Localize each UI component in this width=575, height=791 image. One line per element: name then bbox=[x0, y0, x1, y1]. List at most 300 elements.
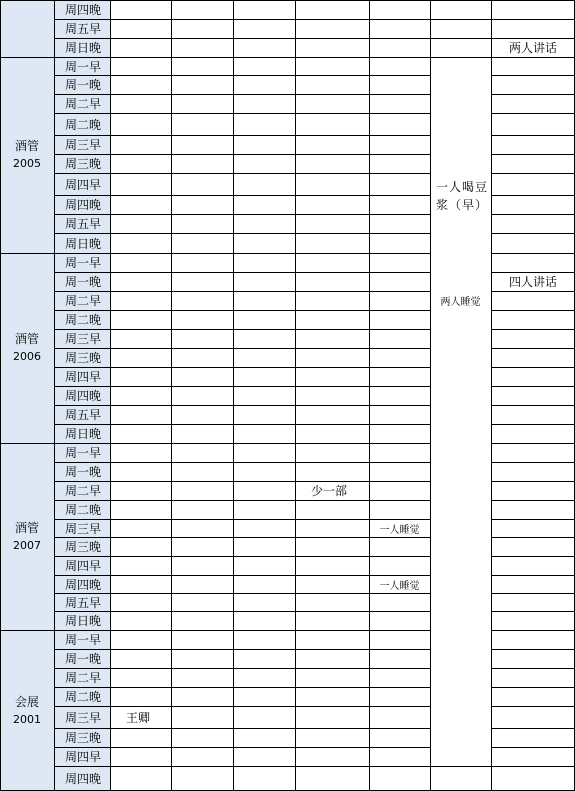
grid-cell[interactable] bbox=[233, 593, 295, 611]
grid-cell[interactable] bbox=[233, 75, 295, 94]
grid-hline bbox=[54, 611, 430, 612]
grid-hline bbox=[54, 113, 430, 114]
grid-hline bbox=[54, 329, 430, 330]
grid-cell[interactable] bbox=[171, 272, 233, 291]
grid-cell[interactable] bbox=[171, 38, 233, 57]
grid-cell[interactable] bbox=[369, 214, 430, 233]
grid-cell[interactable] bbox=[171, 649, 233, 668]
grid-hline bbox=[430, 38, 491, 39]
grid-cell[interactable] bbox=[491, 611, 575, 630]
grid-cell[interactable] bbox=[233, 537, 295, 556]
grid-hline bbox=[491, 649, 575, 650]
grid-cell[interactable] bbox=[369, 462, 430, 481]
grid-hline bbox=[54, 519, 430, 520]
grid-cell[interactable] bbox=[171, 611, 233, 630]
grid-cell[interactable] bbox=[171, 443, 233, 462]
grid-cell[interactable] bbox=[171, 291, 233, 310]
grid-hline bbox=[430, 19, 491, 20]
grid-cell[interactable] bbox=[491, 593, 575, 611]
grid-hline bbox=[491, 537, 575, 538]
grid-cell[interactable] bbox=[295, 57, 369, 75]
grid-cell[interactable] bbox=[295, 310, 369, 329]
grid-cell[interactable] bbox=[233, 38, 295, 57]
cell-note[interactable]: 四人讲话 bbox=[491, 272, 575, 291]
grid-cell[interactable] bbox=[171, 75, 233, 94]
grid-cell[interactable] bbox=[233, 424, 295, 443]
grid-cell[interactable] bbox=[171, 94, 233, 113]
grid-cell[interactable] bbox=[491, 310, 575, 329]
grid-hline bbox=[54, 500, 430, 501]
grid-cell[interactable] bbox=[369, 443, 430, 462]
grid-hline bbox=[54, 291, 430, 292]
grid-cell[interactable] bbox=[110, 649, 171, 668]
grid-cell[interactable] bbox=[491, 57, 575, 75]
grid-cell[interactable] bbox=[369, 668, 430, 687]
grid-cell[interactable] bbox=[295, 462, 369, 481]
grid-cell[interactable] bbox=[171, 195, 233, 214]
grid-cell[interactable] bbox=[171, 405, 233, 424]
cell-note[interactable]: 少一部 bbox=[295, 481, 369, 500]
grid-cell[interactable] bbox=[110, 747, 171, 766]
grid-cell[interactable] bbox=[369, 386, 430, 405]
cell-note[interactable]: 王卿 bbox=[110, 706, 171, 728]
grid-cell[interactable] bbox=[491, 291, 575, 310]
grid-cell[interactable] bbox=[110, 272, 171, 291]
grid-cell[interactable] bbox=[171, 766, 233, 791]
grid-cell[interactable] bbox=[110, 195, 171, 214]
grid-cell[interactable] bbox=[233, 500, 295, 519]
grid-cell[interactable] bbox=[295, 687, 369, 706]
grid-cell[interactable] bbox=[233, 556, 295, 575]
grid-cell[interactable] bbox=[233, 443, 295, 462]
grid-cell[interactable] bbox=[491, 537, 575, 556]
grid-cell[interactable] bbox=[295, 611, 369, 630]
grid-cell[interactable] bbox=[233, 728, 295, 747]
slot-label: 周一晚 bbox=[54, 649, 110, 668]
grid-cell[interactable] bbox=[491, 575, 575, 593]
grid-cell[interactable] bbox=[369, 94, 430, 113]
grid-cell[interactable] bbox=[295, 233, 369, 253]
grid-cell[interactable] bbox=[110, 481, 171, 500]
grid-cell[interactable] bbox=[295, 747, 369, 766]
slot-label: 周四晚 bbox=[54, 0, 110, 19]
grid-cell[interactable] bbox=[233, 135, 295, 154]
grid-cell[interactable] bbox=[369, 405, 430, 424]
grid-cell[interactable] bbox=[491, 94, 575, 113]
grid-cell[interactable] bbox=[295, 593, 369, 611]
grid-cell[interactable] bbox=[295, 113, 369, 135]
grid-cell[interactable] bbox=[171, 154, 233, 173]
grid-cell[interactable] bbox=[233, 519, 295, 537]
grid-cell[interactable] bbox=[369, 291, 430, 310]
grid-cell[interactable] bbox=[491, 556, 575, 575]
grid-cell[interactable] bbox=[295, 424, 369, 443]
grid-cell[interactable] bbox=[233, 405, 295, 424]
grid-cell[interactable] bbox=[430, 766, 491, 791]
grid-cell[interactable] bbox=[491, 253, 575, 272]
grid-cell[interactable] bbox=[171, 348, 233, 367]
grid-cell[interactable] bbox=[295, 386, 369, 405]
grid-cell[interactable] bbox=[233, 481, 295, 500]
grid-cell[interactable] bbox=[369, 611, 430, 630]
grid-cell[interactable] bbox=[491, 747, 575, 766]
grid-cell[interactable] bbox=[369, 556, 430, 575]
grid-cell[interactable] bbox=[233, 19, 295, 38]
grid-cell[interactable] bbox=[233, 348, 295, 367]
grid-cell[interactable] bbox=[110, 687, 171, 706]
grid-cell[interactable] bbox=[491, 214, 575, 233]
grid-cell[interactable] bbox=[295, 500, 369, 519]
grid-cell[interactable] bbox=[491, 233, 575, 253]
cell-note[interactable]: 两人讲话 bbox=[491, 38, 575, 57]
grid-cell[interactable] bbox=[171, 500, 233, 519]
grid-cell[interactable] bbox=[369, 135, 430, 154]
grid-cell[interactable] bbox=[369, 500, 430, 519]
grid-cell[interactable] bbox=[110, 424, 171, 443]
grid-cell[interactable] bbox=[171, 462, 233, 481]
grid-cell[interactable] bbox=[491, 113, 575, 135]
grid-cell[interactable] bbox=[491, 687, 575, 706]
grid-hline bbox=[491, 233, 575, 234]
grid-cell[interactable] bbox=[491, 766, 575, 791]
grid-cell[interactable] bbox=[491, 135, 575, 154]
grid-cell[interactable] bbox=[110, 630, 171, 649]
grid-cell[interactable] bbox=[233, 668, 295, 687]
grid-cell[interactable] bbox=[110, 0, 171, 19]
grid-cell[interactable] bbox=[171, 575, 233, 593]
grid-cell[interactable] bbox=[171, 310, 233, 329]
grid-cell[interactable] bbox=[171, 728, 233, 747]
group-label bbox=[0, 0, 54, 57]
grid-hline bbox=[54, 367, 430, 368]
grid-cell[interactable] bbox=[171, 424, 233, 443]
grid-cell[interactable] bbox=[295, 291, 369, 310]
grid-cell[interactable] bbox=[233, 766, 295, 791]
grid-cell[interactable] bbox=[491, 405, 575, 424]
grid-cell[interactable] bbox=[369, 0, 430, 19]
grid-cell[interactable] bbox=[491, 630, 575, 649]
grid-hline bbox=[491, 173, 575, 174]
grid-cell[interactable] bbox=[295, 38, 369, 57]
grid-hline bbox=[54, 537, 430, 538]
grid-cell[interactable] bbox=[233, 611, 295, 630]
grid-cell[interactable] bbox=[369, 747, 430, 766]
grid-cell[interactable] bbox=[233, 630, 295, 649]
grid-cell[interactable] bbox=[233, 233, 295, 253]
grid-cell[interactable] bbox=[295, 348, 369, 367]
grid-cell[interactable] bbox=[295, 94, 369, 113]
grid-cell[interactable] bbox=[110, 611, 171, 630]
grid-cell[interactable] bbox=[295, 556, 369, 575]
grid-hline bbox=[491, 575, 575, 576]
grid-cell[interactable] bbox=[491, 173, 575, 195]
grid-cell[interactable] bbox=[369, 367, 430, 386]
grid-cell[interactable] bbox=[295, 405, 369, 424]
grid-cell[interactable] bbox=[295, 214, 369, 233]
grid-cell[interactable] bbox=[295, 519, 369, 537]
grid-cell[interactable] bbox=[295, 19, 369, 38]
group-label bbox=[0, 443, 54, 630]
grid-hline bbox=[491, 556, 575, 557]
grid-cell[interactable] bbox=[233, 57, 295, 75]
grid-cell[interactable] bbox=[491, 481, 575, 500]
grid-cell[interactable] bbox=[110, 537, 171, 556]
grid-cell[interactable] bbox=[233, 272, 295, 291]
grid-cell[interactable] bbox=[171, 556, 233, 575]
grid-cell[interactable] bbox=[295, 195, 369, 214]
grid-cell[interactable] bbox=[233, 94, 295, 113]
grid-cell[interactable] bbox=[233, 113, 295, 135]
grid-cell[interactable] bbox=[295, 630, 369, 649]
grid-cell[interactable] bbox=[295, 253, 369, 272]
grid-cell[interactable] bbox=[295, 135, 369, 154]
group-year: 2006 bbox=[13, 350, 41, 363]
grid-cell[interactable] bbox=[110, 75, 171, 94]
grid-cell[interactable] bbox=[369, 310, 430, 329]
slot-label: 周一早 bbox=[54, 57, 110, 75]
grid-cell[interactable] bbox=[491, 462, 575, 481]
grid-cell[interactable] bbox=[369, 706, 430, 728]
grid-cell[interactable] bbox=[110, 405, 171, 424]
slot-label: 周三早 bbox=[54, 329, 110, 348]
grid-cell[interactable] bbox=[491, 386, 575, 405]
grid-cell[interactable] bbox=[110, 57, 171, 75]
grid-hline bbox=[54, 253, 430, 254]
grid-cell[interactable] bbox=[295, 329, 369, 348]
grid-cell[interactable] bbox=[491, 649, 575, 668]
slot-label: 周三早 bbox=[54, 135, 110, 154]
grid-cell[interactable] bbox=[110, 519, 171, 537]
grid-cell[interactable] bbox=[171, 593, 233, 611]
grid-cell[interactable] bbox=[491, 348, 575, 367]
grid-cell[interactable] bbox=[295, 766, 369, 791]
grid-cell[interactable] bbox=[369, 630, 430, 649]
grid-cell[interactable] bbox=[110, 348, 171, 367]
grid-cell[interactable] bbox=[171, 214, 233, 233]
grid-cell[interactable] bbox=[110, 728, 171, 747]
grid-cell[interactable] bbox=[110, 94, 171, 113]
grid-vline bbox=[171, 0, 172, 791]
grid-cell[interactable] bbox=[491, 519, 575, 537]
grid-cell[interactable] bbox=[295, 154, 369, 173]
grid-cell[interactable] bbox=[369, 537, 430, 556]
grid-hline bbox=[54, 443, 430, 444]
slot-label: 周一早 bbox=[54, 253, 110, 272]
grid-vline bbox=[233, 0, 234, 791]
grid-cell[interactable] bbox=[491, 0, 575, 19]
grid-cell[interactable] bbox=[171, 537, 233, 556]
grid-vline bbox=[430, 0, 431, 791]
grid-cell[interactable] bbox=[369, 424, 430, 443]
slot-label: 周三晚 bbox=[54, 348, 110, 367]
grid-hline bbox=[491, 593, 575, 594]
grid-hline bbox=[491, 611, 575, 612]
grid-hline bbox=[0, 57, 54, 58]
grid-hline bbox=[491, 443, 575, 444]
grid-cell[interactable] bbox=[491, 195, 575, 214]
grid-cell[interactable] bbox=[233, 214, 295, 233]
grid-cell[interactable] bbox=[233, 747, 295, 766]
grid-cell[interactable] bbox=[110, 154, 171, 173]
grid-cell[interactable] bbox=[233, 310, 295, 329]
grid-cell[interactable] bbox=[233, 649, 295, 668]
grid-hline bbox=[54, 462, 430, 463]
grid-cell[interactable] bbox=[295, 537, 369, 556]
grid-cell[interactable] bbox=[110, 19, 171, 38]
grid-cell[interactable] bbox=[110, 113, 171, 135]
grid-cell[interactable] bbox=[233, 173, 295, 195]
grid-hline bbox=[54, 668, 430, 669]
grid-cell[interactable] bbox=[110, 575, 171, 593]
grid-cell[interactable] bbox=[369, 75, 430, 94]
cell-note[interactable]: 两人睡觉 bbox=[430, 291, 491, 310]
grid-cell[interactable] bbox=[369, 272, 430, 291]
grid-cell[interactable] bbox=[369, 766, 430, 791]
slot-label: 周二晚 bbox=[54, 310, 110, 329]
grid-cell[interactable] bbox=[233, 329, 295, 348]
grid-cell[interactable] bbox=[171, 0, 233, 19]
grid-cell[interactable] bbox=[110, 367, 171, 386]
grid-cell[interactable] bbox=[295, 173, 369, 195]
grid-hline bbox=[54, 405, 430, 406]
grid-cell[interactable] bbox=[491, 367, 575, 386]
grid-cell[interactable] bbox=[295, 75, 369, 94]
grid-cell[interactable] bbox=[110, 668, 171, 687]
grid-cell[interactable] bbox=[369, 154, 430, 173]
merged-note-cell[interactable]: 一人喝豆浆（早） bbox=[430, 57, 491, 766]
grid-hline bbox=[491, 386, 575, 387]
grid-cell[interactable] bbox=[295, 0, 369, 19]
grid-cell[interactable] bbox=[430, 0, 491, 19]
grid-cell[interactable] bbox=[171, 630, 233, 649]
grid-cell[interactable] bbox=[110, 329, 171, 348]
grid-cell[interactable] bbox=[110, 135, 171, 154]
grid-cell[interactable] bbox=[233, 154, 295, 173]
grid-cell[interactable] bbox=[171, 135, 233, 154]
grid-cell[interactable] bbox=[369, 253, 430, 272]
grid-cell[interactable] bbox=[233, 687, 295, 706]
grid-cell[interactable] bbox=[430, 38, 491, 57]
grid-cell[interactable] bbox=[491, 154, 575, 173]
grid-cell[interactable] bbox=[295, 575, 369, 593]
grid-cell[interactable] bbox=[491, 19, 575, 38]
grid-cell[interactable] bbox=[110, 233, 171, 253]
grid-cell[interactable] bbox=[369, 481, 430, 500]
grid-cell[interactable] bbox=[295, 728, 369, 747]
grid-cell[interactable] bbox=[295, 649, 369, 668]
grid-cell[interactable] bbox=[491, 329, 575, 348]
grid-cell[interactable] bbox=[491, 443, 575, 462]
grid-cell[interactable] bbox=[233, 706, 295, 728]
grid-cell[interactable] bbox=[171, 481, 233, 500]
grid-cell[interactable] bbox=[110, 500, 171, 519]
grid-cell[interactable] bbox=[233, 195, 295, 214]
grid-cell[interactable] bbox=[171, 19, 233, 38]
grid-cell[interactable] bbox=[233, 386, 295, 405]
grid-cell[interactable] bbox=[295, 272, 369, 291]
grid-cell[interactable] bbox=[491, 728, 575, 747]
grid-cell[interactable] bbox=[491, 500, 575, 519]
grid-cell[interactable] bbox=[110, 291, 171, 310]
grid-cell[interactable] bbox=[171, 329, 233, 348]
grid-cell[interactable] bbox=[171, 233, 233, 253]
grid-cell[interactable] bbox=[369, 649, 430, 668]
grid-hline bbox=[54, 348, 430, 349]
grid-cell[interactable] bbox=[369, 173, 430, 195]
grid-cell[interactable] bbox=[110, 214, 171, 233]
grid-cell[interactable] bbox=[110, 253, 171, 272]
slot-label: 周一晚 bbox=[54, 75, 110, 94]
grid-cell[interactable] bbox=[369, 195, 430, 214]
grid-cell[interactable] bbox=[233, 462, 295, 481]
grid-cell[interactable] bbox=[369, 113, 430, 135]
cell-note[interactable]: 一人睡觉 bbox=[369, 519, 430, 537]
grid-cell[interactable] bbox=[491, 75, 575, 94]
grid-cell[interactable] bbox=[369, 329, 430, 348]
grid-cell[interactable] bbox=[295, 706, 369, 728]
grid-cell[interactable] bbox=[369, 687, 430, 706]
grid-cell[interactable] bbox=[171, 173, 233, 195]
grid-cell[interactable] bbox=[110, 443, 171, 462]
grid-cell[interactable] bbox=[171, 367, 233, 386]
grid-cell[interactable] bbox=[233, 0, 295, 19]
grid-cell[interactable] bbox=[171, 706, 233, 728]
grid-cell[interactable] bbox=[491, 706, 575, 728]
cell-note[interactable]: 一人睡觉 bbox=[369, 575, 430, 593]
grid-cell[interactable] bbox=[295, 367, 369, 386]
grid-cell[interactable] bbox=[430, 19, 491, 38]
grid-cell[interactable] bbox=[110, 462, 171, 481]
grid-cell[interactable] bbox=[491, 668, 575, 687]
grid-cell[interactable] bbox=[171, 113, 233, 135]
grid-hline bbox=[54, 94, 430, 95]
grid-cell[interactable] bbox=[369, 57, 430, 75]
grid-cell[interactable] bbox=[110, 556, 171, 575]
grid-cell[interactable] bbox=[233, 291, 295, 310]
grid-cell[interactable] bbox=[295, 668, 369, 687]
grid-cell[interactable] bbox=[110, 593, 171, 611]
grid-cell[interactable] bbox=[171, 687, 233, 706]
grid-cell[interactable] bbox=[233, 253, 295, 272]
grid-hline bbox=[491, 728, 575, 729]
grid-cell[interactable] bbox=[110, 766, 171, 791]
grid-cell[interactable] bbox=[295, 443, 369, 462]
grid-cell[interactable] bbox=[171, 386, 233, 405]
grid-cell[interactable] bbox=[369, 728, 430, 747]
grid-cell[interactable] bbox=[171, 747, 233, 766]
grid-cell[interactable] bbox=[110, 38, 171, 57]
grid-cell[interactable] bbox=[491, 424, 575, 443]
grid-vline bbox=[295, 0, 296, 791]
grid-cell[interactable] bbox=[233, 367, 295, 386]
grid-hline bbox=[54, 173, 430, 174]
grid-cell[interactable] bbox=[369, 233, 430, 253]
grid-cell[interactable] bbox=[110, 173, 171, 195]
grid-cell[interactable] bbox=[233, 575, 295, 593]
slot-label: 周二晚 bbox=[54, 500, 110, 519]
grid-cell[interactable] bbox=[369, 593, 430, 611]
grid-cell[interactable] bbox=[110, 310, 171, 329]
grid-cell[interactable] bbox=[369, 19, 430, 38]
grid-cell[interactable] bbox=[369, 38, 430, 57]
grid-cell[interactable] bbox=[171, 519, 233, 537]
grid-cell[interactable] bbox=[369, 348, 430, 367]
grid-cell[interactable] bbox=[171, 668, 233, 687]
slot-label: 周一早 bbox=[54, 630, 110, 649]
grid-cell[interactable] bbox=[110, 386, 171, 405]
grid-cell[interactable] bbox=[171, 253, 233, 272]
grid-cell[interactable] bbox=[171, 57, 233, 75]
